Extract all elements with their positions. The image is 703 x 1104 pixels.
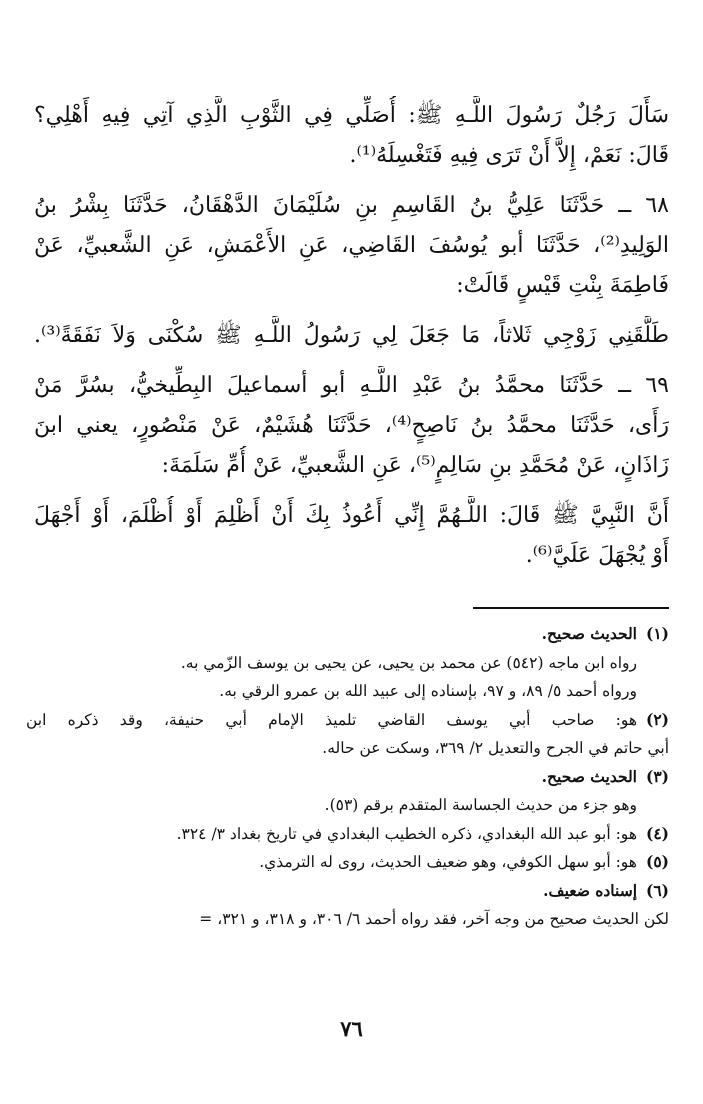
paragraph-hadith-68 [34, 186, 669, 306]
text-line: سَأَلَ رَجُلٌ رَسُولَ اللَّـهِ ﷺ: أُصَلِّي فِي الثَّوْبِ الَّذِي آتِي فِيهِ أَهْلِي؟ [34, 103, 669, 128]
paragraph-hadith-69 [34, 366, 669, 486]
text-line: زَاذَانٍ، عَنْ مُحَمَّدِ بنِ سَالِمٍ⁽⁵⁾، عَنِ الشَّعبيِّ، عَنْ أُمِّ سَلَمَةَ: [161, 453, 669, 478]
text-line: رَأَى، حَدَّثَنَا محمَّدُ بنُ نَاصِحٍ⁽⁴⁾، حَدَّثَنَا هُشَيْمٌ، عَنْ مَنْصُورٍ، يعني ابنَ [34, 413, 669, 438]
footnote-6 [26, 877, 669, 906]
text-line: ٦٨ ــ حَدَّثَنَا عَلِيُّ بنُ القَاسِمِ بنِ سُلَيْمَانَ الدَّهْقَانُ، حَدَّثَنَا بِشْرُ بنُ [34, 193, 669, 218]
footnote-heading: إسناده ضعيف. [543, 880, 637, 900]
text-line: أَوْ يُجْهَلَ عَلَيَّ⁽⁶⁾. [525, 543, 669, 568]
footnote-text: ورواه أحمد ٥/ ٨٩، و ٩٧، بإسناده إلى عبيد الله بن عمرو الرقي به. [219, 682, 637, 700]
footnote-2 [26, 706, 669, 735]
footnote-text: وهو جزء من حديث الجساسة المتقدم برقم (٥٣). [324, 796, 637, 814]
footnote-text: هو: أبو سهل الكوفي، وهو ضعيف الحديث، روى له الترمذي. [259, 853, 637, 871]
footnote-number: (٢) [645, 709, 669, 729]
footnote-text: لكن الحديث صحيح من وجه آخر، فقد رواه أحمد ٦/ ٣٠٦، و ٣١٨، و ٣٢١، = [199, 910, 669, 928]
text-line: طَلَّقَنِي زَوْجِي ثَلاثاً، مَا جَعَلَ لِي رَسُولُ اللَّـهِ ﷺ سُكْنَى وَلاَ نَفَقَةً⁽³⁾. [34, 323, 669, 348]
footnote-number: (٦) [645, 880, 669, 900]
footnote-number: (١) [645, 624, 669, 643]
footnote-separator [473, 607, 669, 609]
page-number: ٧٦ [340, 1016, 363, 1041]
footnote-text: هو: صاحب أبي يوسف القاضي تلميذ الإمام أبي حنيفة، وقد ذكره ابن [26, 710, 637, 729]
footnote-text: أبي حاتم في الجرح والتعديل ٢/ ٣٦٩، وسكت عن حاله. [322, 739, 669, 757]
text-line: أَنَّ النَّبِيَّ ﷺ قَالَ: اللَّـهُمَّ إِنِّي أَعُوذُ بِكَ أَنْ أَظْلِمَ أَوْ أُظْلَمَ، أَوْ أَجْهَلَ [34, 503, 669, 528]
footnote-3 [26, 763, 669, 792]
text-line: ٦٩ ــ حَدَّثَنَا محمَّدُ بنُ عَبْدِ اللَّـهِ أبو أسماعيلَ البِطِّيخيُّ، بسُرَّ مَنْ [34, 373, 669, 398]
footnote-4 [26, 820, 669, 849]
footnote-number: (٤) [645, 823, 669, 843]
footnote-heading: الحديث صحيح. [541, 624, 637, 643]
text-line: فَاطِمَةَ بِنْتِ قَيْسٍ قَالَتْ: [456, 273, 669, 298]
text-line: قَالَ: نَعَمْ، إِلاَّ أَنْ تَرَى فِيهِ فَتَغْسِلَهُ⁽¹⁾. [349, 143, 669, 168]
footnotes [26, 620, 669, 934]
footnote-1 [26, 620, 669, 649]
paragraph [34, 496, 669, 576]
footnote-5 [26, 848, 669, 877]
main-text [34, 96, 669, 576]
footnote-text: هو: أبو عبد الله البغدادي، ذكره الخطيب البغدادي في تاريخ بغداد ٣/ ٣٢٤. [176, 824, 637, 843]
footnote-number: (٣) [645, 766, 669, 786]
paragraph [34, 316, 669, 356]
paragraph [34, 96, 669, 176]
footnote-text: رواه ابن ماجه (٥٤٢) عن محمد بن يحيى، عن يحيى بن يوسف الزّمي به. [180, 653, 637, 672]
footnote-number: (٥) [645, 852, 669, 871]
footnote-heading: الحديث صحيح. [541, 766, 637, 786]
text-line: الوَلِيدِ⁽²⁾، حَدَّثَنَا أبو يُوسُفَ القَاضِي، عَنِ الأَعْمَشِ، عَنِ الشَّعبيِّ، عَنْ [34, 233, 669, 258]
